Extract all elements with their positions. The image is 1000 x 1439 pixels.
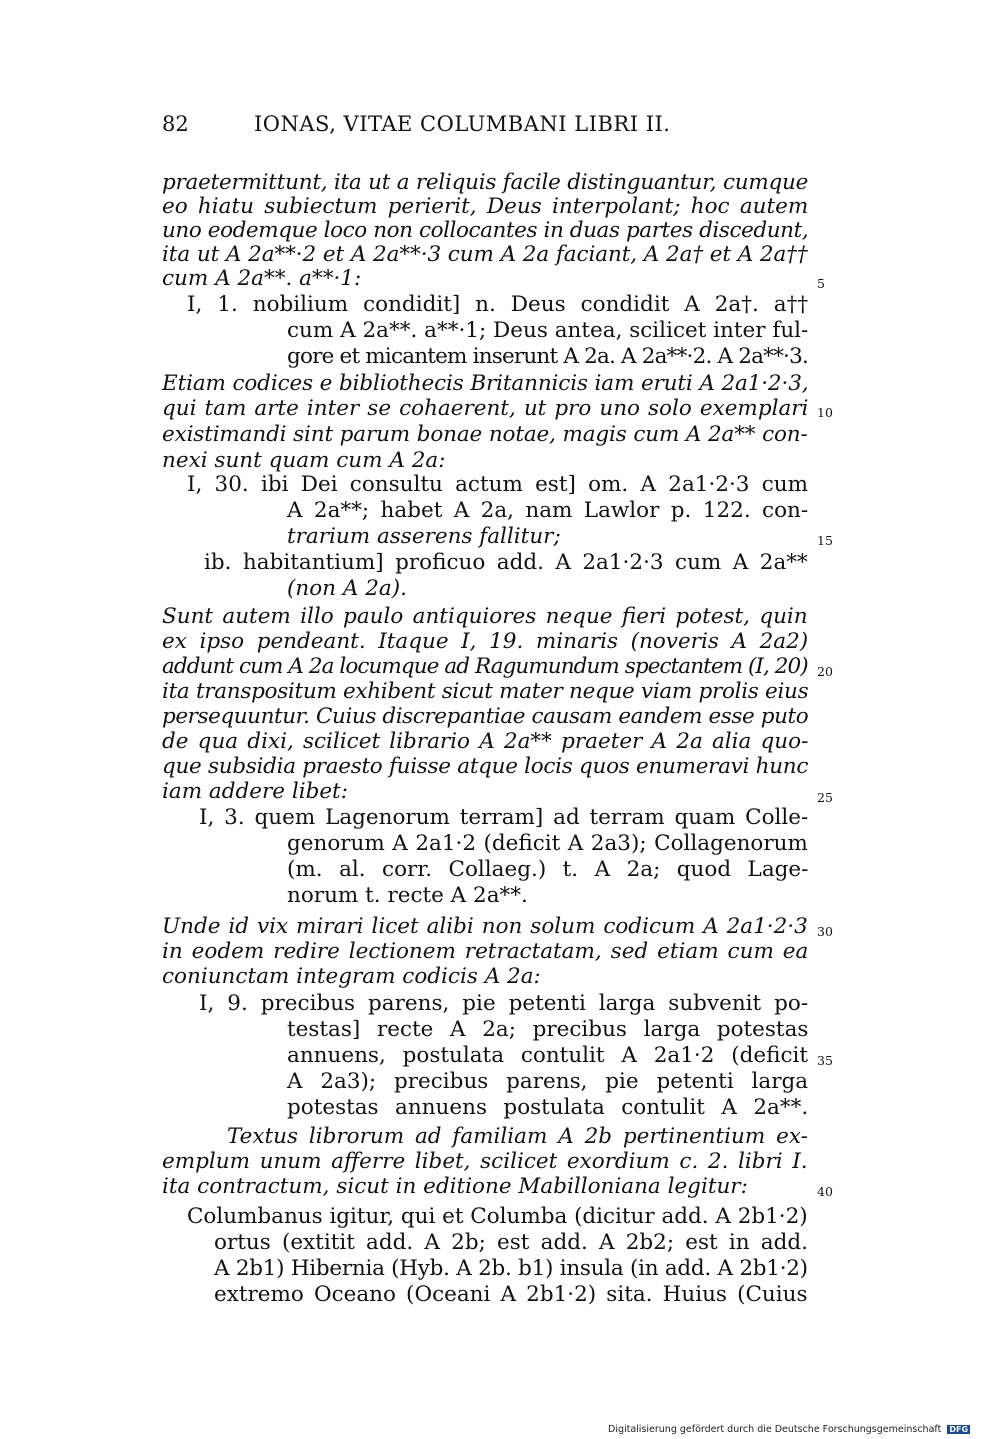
text-line: emplum unum afferre libet, scilicet exordium c. 2. libri I. (162, 1149, 808, 1174)
text-line: I, 30. ibi Dei consultu actum est] om. A 2a1·2·3 cum (187, 472, 808, 497)
text-line: I, 9. precibus parens, pie petenti larga subvenit po- (199, 991, 809, 1016)
text-line: A 2a3); precibus parens, pie petenti larga (287, 1069, 809, 1094)
text-line: existimandi sint parum bonae notae, magis cum A 2a** con- (162, 422, 808, 447)
text-line: persequuntur. Cuius discrepantiae causam eandem esse puto (162, 704, 809, 729)
text-line: norum t. recte A 2a**. (287, 883, 528, 908)
margin-line-number: 10 (817, 405, 833, 420)
margin-line-number: 40 (817, 1184, 833, 1199)
text-line: praetermittunt, ita ut a reliquis facile distinguantur, cumque (162, 170, 809, 195)
text-line: A 2a**; habet A 2a, nam Lawlor p. 122. con- (287, 498, 809, 523)
text-line: genorum A 2a1·2 (deficit A 2a3); Collagenorum (287, 831, 808, 856)
margin-line-number: 5 (817, 276, 825, 291)
text-line: ita ut A 2a**·2 et A 2a**·3 cum A 2a faciant, A 2a† et A 2a†† (162, 242, 808, 267)
text-line: Unde id vix mirari licet alibi non solum codicum A 2a1·2·3 (162, 914, 808, 939)
text-line: ib. habitantium] proficuo add. A 2a1·2·3 cum A 2a** (204, 550, 808, 575)
text-line: cum A 2a**. a**·1; Deus antea, scilicet inter ful- (287, 318, 809, 343)
running-title: IONAS, VITAE COLUMBANI LIBRI II. (254, 112, 671, 136)
text-line: (non A 2a). (287, 576, 407, 601)
text-line: I, 1. nobilium condidit] n. Deus condidit A 2a†. a†† (187, 292, 809, 317)
text-line: testas] recte A 2a; precibus larga potestas (287, 1017, 809, 1042)
text-line: Sunt autem illo paulo antiquiores neque fieri potest, quin (162, 604, 808, 629)
text-line: uno eodemque loco non collocantes in duas partes discedunt, (162, 218, 809, 243)
text-line: extremo Oceano (Oceani A 2b1·2) sita. Huius (Cuius (214, 1282, 808, 1307)
text-line: annuens, postulata contulit A 2a1·2 (deficit (287, 1043, 809, 1068)
text-line: A 2b1) Hibernia (Hyb. A 2b. b1) insula (in add. A 2b1·2) (214, 1256, 808, 1281)
digitization-credit: Digitalisierung gefördert durch die Deutsche Forschungsgemeinschaft (608, 1424, 942, 1435)
text-line: de qua dixi, scilicet librario A 2a** praeter A 2a alia quo- (162, 729, 809, 754)
dfg-logo: DFG (949, 1425, 969, 1434)
text-line: gore et micantem inserunt A 2a. A 2a**·2. A 2a**·3. (287, 344, 808, 369)
text-line: coniunctam integram codicis A 2a: (162, 964, 541, 989)
margin-line-number: 30 (817, 924, 833, 939)
text-line: Etiam codices e bibliothecis Britannicis iam eruti A 2a1·2·3, (162, 371, 809, 396)
text-line: ita contractum, sicut in editione Mabilloniana legitur: (162, 1174, 748, 1199)
text-line: eo hiatu subiectum perierit, Deus interpolant; hoc autem (162, 194, 809, 219)
text-line: ex ipso pendeant. Itaque I, 19. minaris (noveris A 2a2) (162, 629, 809, 654)
margin-line-number: 35 (817, 1053, 833, 1068)
text-line: ita transpositum exhibent sicut mater neque viam prolis eius (162, 679, 809, 704)
text-line: trarium asserens fallitur; (287, 524, 561, 549)
text-line: cum A 2a**. a**·1: (162, 266, 362, 291)
text-line: Textus librorum ad familiam A 2b pertinentium ex- (227, 1124, 808, 1149)
text-line: nexi sunt quam cum A 2a: (162, 448, 446, 473)
margin-line-number: 25 (817, 790, 833, 805)
text-line: potestas annuens postulata contulit A 2a**. (287, 1095, 809, 1120)
text-line: in eodem redire lectionem retractatam, sed etiam cum ea (162, 939, 809, 964)
margin-line-number: 20 (817, 664, 833, 679)
text-line: iam addere libet: (162, 779, 348, 804)
text-line: ortus (extitit add. A 2b; est add. A 2b2; est in add. (214, 1230, 808, 1255)
margin-line-number: 15 (817, 533, 833, 548)
text-line: I, 3. quem Lagenorum terram] ad terram quam Colle- (199, 805, 809, 830)
page-number: 82 (162, 112, 189, 136)
text-line: addunt cum A 2a locumque ad Ragumundum spectantem (I, 20) (162, 654, 808, 679)
footer-credit (608, 1424, 970, 1435)
text-line: (m. al. corr. Collaeg.) t. A 2a; quod Lage- (287, 857, 809, 882)
text-line: qui tam arte inter se cohaerent, ut pro uno solo exemplari (162, 396, 809, 421)
text-line: que subsidia praesto fuisse atque locis quos enumeravi hunc (162, 754, 809, 779)
text-line: Columbanus igitur, qui et Columba (dicitur add. A 2b1·2) (187, 1204, 808, 1229)
